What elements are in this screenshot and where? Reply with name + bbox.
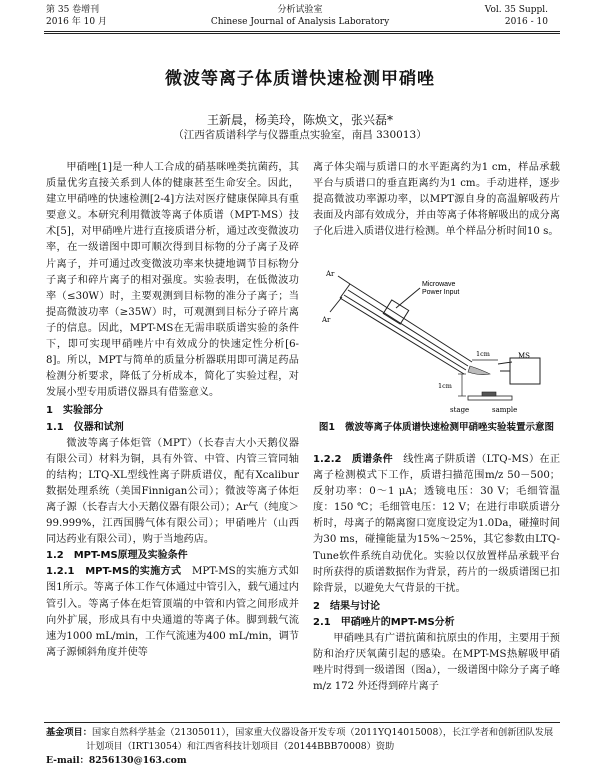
right-column <box>313 160 560 240</box>
ms-inlet-box <box>510 358 540 384</box>
dim-1cm-top-label: 1cm <box>476 350 490 358</box>
section-heading-experimental: 1 实验部分 <box>46 405 103 417</box>
section-heading-results: 2 结果与讨论 <box>313 600 380 612</box>
plasma-flame <box>468 366 490 375</box>
funding-note <box>46 726 560 768</box>
figure-caption-text: 微波等离子体质谱快速检测甲硝唑实验装置示意图 <box>345 422 555 433</box>
ar-inlet-left-line <box>330 297 342 312</box>
implementation-text: MPT-MS的实施方式如图1所示。等离子体工作气体通过中管引入，载气通过内管引入。等离子体在炬管顶端的中管和内管之间形成并向外扩展，形成具有中央通道的等离子体。脚到载气流速为1000 mL/min，工作气流速为400 mL/min，调节离子源倾斜角度并使等 <box>46 566 299 658</box>
stage-label: stage <box>450 406 470 414</box>
continued-paragraph: 离子体尖端与质谱口的水平距离约为1 cm，样品承载平台与质谱口的垂直距离约为1 cm。手动进样，逐步提高微波功率源功率，以MPT源自身的高温解吸药片表面及内部有效成分，并由等离子体将解吸出的成分离子化后进入质谱仪进行检测。单个样品分析时间10 s。 <box>313 162 560 238</box>
mpt-ms-setup-diagram <box>322 266 548 416</box>
right-column-lower <box>313 452 560 695</box>
torch-outer-lower <box>340 298 464 374</box>
dimension-marks <box>458 360 498 396</box>
subsection-heading-instruments: 1.1 仪器和试剂 <box>46 421 124 433</box>
stage <box>468 396 512 400</box>
ms-inlet <box>498 358 540 384</box>
ms-conditions-text: 线性离子阱质谱（LTQ-MS）在正离子检测模式下工作，质谱扫描范围m/z 50－500；反射功率：0～1 μA；透镜电压：30 V；毛细管温度：150 ℃；毛细管电压：12 V；在进行串联质谱分析时，母离子的隔离窗口宽度设定为1.0Da，碰撞时间为30 ms，碰撞能量为15%～25%，其它参数由LTQ-Tune软件系统自动优化。实验以仅放置样品承载平台时所获得的质谱数据作为背景，药片的一级质谱图已扣除背景，以避免大气背景的干扰。 <box>313 454 561 594</box>
left-column <box>46 160 299 661</box>
volume-cn: 第 35 卷增刊 <box>46 5 100 15</box>
analysis-paragraph: 甲硝唑具有广谱抗菌和抗原虫的作用，主要用于预防和治疗厌氧菌引起的感染。在MPT-MS热解吸甲硝唑片时得到一级谱图（图a），一级谱图中除分子离子峰 m/z 172 外还得到碎片离子 <box>313 633 560 693</box>
date-en: 2016 - 10 <box>504 17 548 27</box>
ms-conditions-heading: 1.2.2 质谱条件 <box>313 454 393 465</box>
intro-paragraph: 甲硝唑[1]是一种人工合成的硝基咪唑类抗菌药，其质量优劣直接关系到人体的健康甚至生命安全。因此，建立甲硝唑的快速检测[2-4]方法对医疗健康保障具有重要意义。本研究利用微波等离子体质谱（MPT-MS）技术[5]，对甲硝唑片进行直接质谱分析，通过改变微波功率，在一级谱图中即可顺次得到目标物的分子离子及碎片离子，并可通过改变微波功率来快捷地调节目标物分子离子和碎片离子的相对强度。实验表明，在低微波功率（≤30W）时，主要观测到目标物的准分子离子；当提高微波功率（≥35W）时，可观测到目标分子碎片离子的信息。因此，MPT-MS在无需串联质谱实验的条件下，即可实现甲硝唑片中有效成分的快速定性分析[6-8]。所以，MPT与简单的质量分析器联用即可满足药品检测分析要求，降低了分析成本，简化了实验过程，对发展小型专用质谱仪器具有借鉴意义。 <box>46 162 299 399</box>
power-input-label: Power Input <box>422 289 460 296</box>
date-cn: 2016 年 10 月 <box>46 17 107 27</box>
implementation-paragraph <box>46 564 299 661</box>
paper-title: 微波等离子体质谱快速检测甲硝唑 <box>165 69 435 89</box>
funding-line-1: 国家自然科学基金（21305011），国家重大仪器设备开发专项（2011YQ14015008），长江学者和创新团队发展 <box>91 727 554 738</box>
header-rule-bottom <box>44 33 560 34</box>
subsection-heading-principle: 1.2 MPT-MS原理及实验条件 <box>46 550 188 562</box>
journal-name-en: Chinese Journal of Analysis Laboratory <box>210 17 390 27</box>
running-header-right <box>485 4 548 28</box>
affiliation: （江西省质谱科学与仪器重点实验室，南昌 330013） <box>173 129 427 141</box>
header-rule-top <box>44 31 560 32</box>
ar-top-label: Ar <box>326 270 335 278</box>
torch-middle-lower <box>344 295 466 370</box>
journal-name-cn: 分析试验室 <box>277 5 323 15</box>
microwave-feed-line <box>396 288 420 308</box>
sample-stage-group <box>468 392 512 400</box>
footnote-rule <box>44 722 560 723</box>
ms-conditions-paragraph <box>313 452 560 597</box>
figure-caption <box>313 420 560 435</box>
torch-middle-upper <box>348 290 468 366</box>
sample-label: sample <box>492 406 518 414</box>
ar-left-label: Ar <box>322 316 331 324</box>
implementation-heading: 1.2.1 MPT-MS的实施方式 <box>46 566 182 578</box>
contact-email: E-mail：8256130@163.com <box>46 755 187 766</box>
sample <box>482 392 496 396</box>
funding-label: 基金项目： <box>46 727 92 738</box>
ms-label: MS <box>518 352 530 360</box>
figure-number: 图1 <box>318 422 336 433</box>
ar-inlet-top-line <box>338 276 350 284</box>
funding-line-2: 计划项目（IRT13054）和江西省科技计划项目（20144BBB70008）资助 <box>86 741 395 752</box>
author-list: 王新晨，杨美玲，陈焕文，张兴磊* <box>206 113 393 127</box>
subsection-heading-analysis: 2.1 甲硝唑片的MPT-MS分析 <box>313 616 455 628</box>
volume-en: Vol. 35 Suppl. <box>484 5 548 15</box>
dim-1cm-side-label: 1cm <box>438 382 452 390</box>
gas-inlets <box>330 276 350 312</box>
instruments-paragraph: 微波等离子体炬管（MPT）（长春吉大小天鹅仪器有限公司）材料为铜，具有外管、中管、内管三管同轴的结构；LTQ-XL型线性离子阱质谱仪，配有Xcalibur数据处理系统（美国Finnigan公司）；微波等离子体炬离子源（长春吉大小天鹅仪器有限公司）；Ar气（纯度＞99.999%，江西国腾气体有限公司）；甲硝唑片（山西同达药业有限公司），购于当地药店。 <box>46 437 299 546</box>
mpt-torch <box>340 284 472 374</box>
microwave-label: Microwave <box>422 281 456 288</box>
